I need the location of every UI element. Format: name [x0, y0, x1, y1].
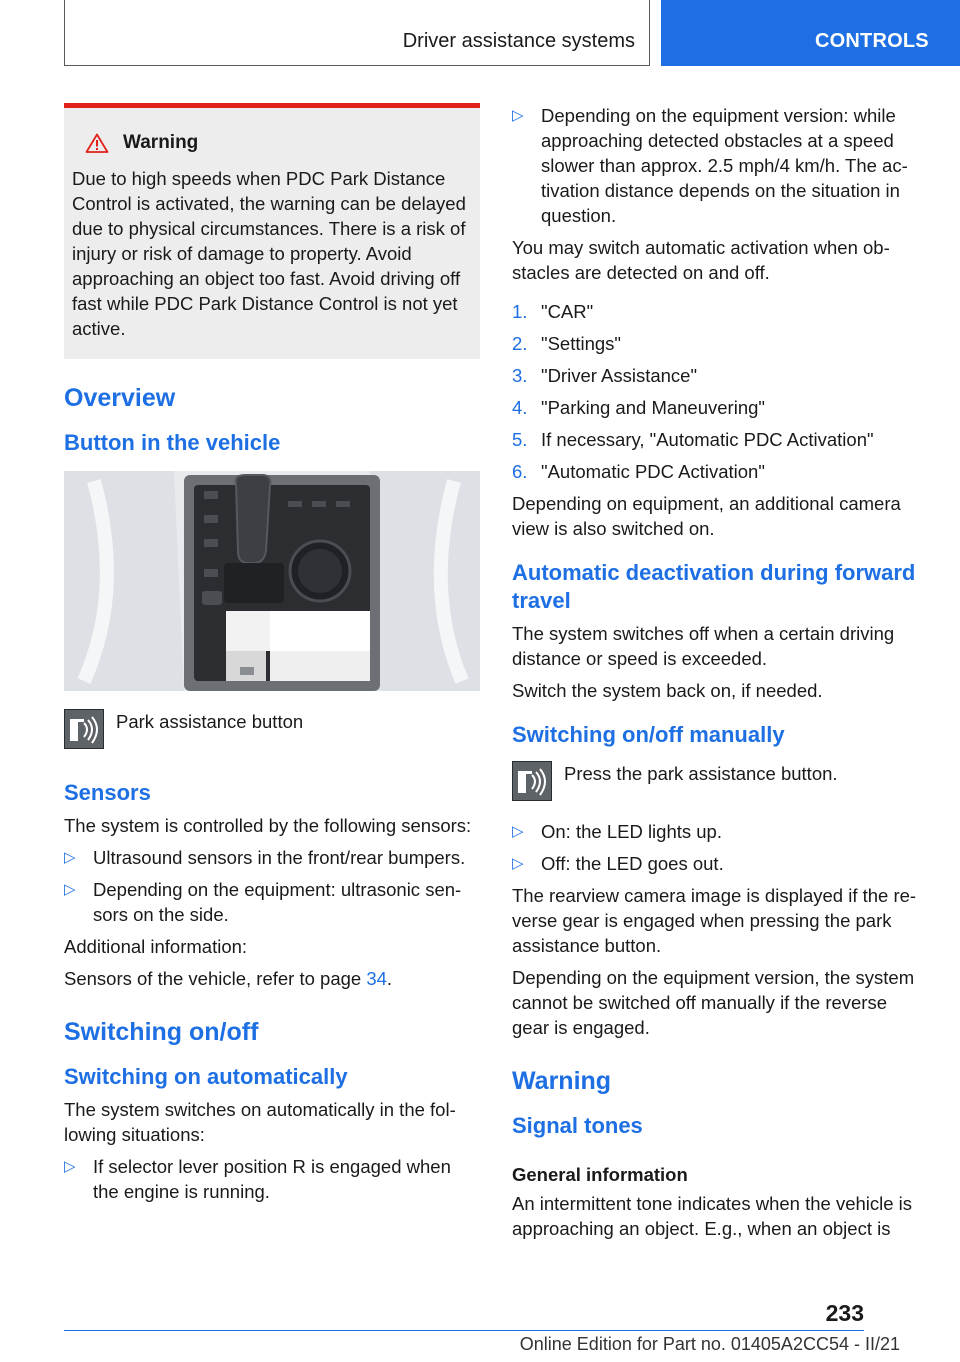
switching-heading: Switching on/off: [64, 1018, 259, 1046]
section-title: Driver assistance systems: [64, 0, 650, 66]
triangle-bullet-icon: ▷: [64, 881, 76, 898]
list-item: ▷ On: the LED lights up.: [512, 821, 722, 842]
chapter-title: CONTROLS: [661, 0, 960, 66]
auto-on-list: [64, 1154, 480, 1204]
list-item: ▷ Off: the LED goes out.: [512, 853, 724, 874]
list-item: ▷ Depending on the equipment: ultrasonic sensors on the side.: [64, 879, 462, 925]
console-photo: [64, 471, 480, 691]
auto-on-intro: The system switches on automatically in the following situations:: [64, 1099, 456, 1145]
additional-info-label: Additional information:: [64, 936, 248, 957]
park-assistance-button-row: [64, 709, 480, 749]
list-item: ▷ If selector lever position R is engaged when the engine is running.: [64, 1156, 451, 1202]
button-heading: Button in the vehicle: [64, 430, 281, 455]
page-header: [64, 0, 960, 66]
page-number: 233: [825, 1300, 864, 1326]
auto-on-heading: Switching on automatically: [64, 1064, 348, 1089]
left-column: [64, 103, 480, 1211]
list-item: ▷ Ultrasound sensors in the front/rear bumpers.: [64, 847, 466, 868]
manual-press-row: [512, 761, 928, 801]
list-item: 6. "Automatic PDC Activation": [512, 461, 765, 482]
auto-on-list-continued: [512, 103, 928, 228]
list-item: 2. "Settings": [512, 333, 621, 354]
warning-box: [64, 103, 480, 359]
edition-text: Online Edition for Part no. 01405A2CC54 - II/21: [519, 1334, 900, 1354]
auto-off-text: The system switches off when a certain driving distance or speed is exceeded.: [512, 623, 895, 669]
manual-press-text: Press the park assistance button.: [564, 763, 838, 784]
sensors-reference: Sensors of the vehicle, refer to page 34.: [64, 968, 393, 989]
list-item: 5. If necessary, "Automatic PDC Activation": [512, 429, 874, 450]
triangle-bullet-icon: ▷: [512, 107, 524, 124]
auto-off-heading: Automatic deactivation during forward travel: [512, 560, 916, 613]
sensors-list: [64, 845, 480, 927]
switch-back-text: Switch the system back on, if needed.: [512, 680, 823, 701]
triangle-bullet-icon: ▷: [512, 823, 524, 840]
manual-heading: Switching on/off manually: [512, 722, 785, 747]
manual-note: Depending on the equipment version, the system cannot be switched off manually if the reverse gear is engaged.: [512, 967, 915, 1038]
warning-text: Due to high speeds when PDC Park Distance Control is activated, the warning can be delayed due to physical circumstances. There is a risk of injury or risk of damage to property. Avoid approaching an object too fast. Avoid driving off fast while PDC Park Distance Control is not yet active.: [72, 168, 466, 339]
warning-triangle-icon: [85, 133, 109, 153]
park-assistance-button-icon: [64, 709, 104, 749]
sensors-intro: The system is controlled by the following sensors:: [64, 815, 472, 836]
general-info-heading: General information: [512, 1164, 688, 1185]
park-assistance-button-icon: [512, 761, 552, 801]
rearview-text: The rearview camera image is displayed if the reverse gear is engaged when pressing the park assistance button.: [512, 885, 917, 956]
list-item: 1. "CAR": [512, 301, 594, 322]
warning-heading: Warning: [512, 1067, 612, 1095]
triangle-bullet-icon: ▷: [64, 849, 76, 866]
park-assistance-button-caption: Park assistance button: [116, 711, 304, 732]
general-info-text: An intermittent tone indicates when the vehicle is approaching an object. E.g., when an object is: [512, 1193, 913, 1239]
list-item: 3. "Driver Assistance": [512, 365, 698, 386]
warning-title-row: [72, 132, 472, 154]
list-item: ▷ Depending on the equipment version: while approaching detected obstacles at a speed slower than approx. 2.5 mph/4 km/h. The activation distance depends on the situation in question.: [512, 105, 908, 226]
triangle-bullet-icon: ▷: [512, 855, 524, 872]
manual-list: [512, 819, 928, 876]
list-item: 4. "Parking and Maneuvering": [512, 397, 765, 418]
switch-auto-text: You may switch automatic activation when obstacles are detected on and off.: [512, 237, 890, 283]
warning-title: Warning: [123, 132, 199, 153]
page-reference-link[interactable]: 34: [366, 968, 387, 989]
triangle-bullet-icon: ▷: [64, 1158, 76, 1175]
sensors-heading: Sensors: [64, 780, 151, 805]
overview-heading: Overview: [64, 384, 176, 412]
settings-steps: [512, 299, 928, 484]
footer-divider: [64, 1330, 864, 1331]
camera-note: Depending on equipment, an additional camera view is also switched on.: [512, 493, 901, 539]
right-column: [512, 103, 928, 1248]
signal-tones-heading: Signal tones: [512, 1113, 643, 1138]
